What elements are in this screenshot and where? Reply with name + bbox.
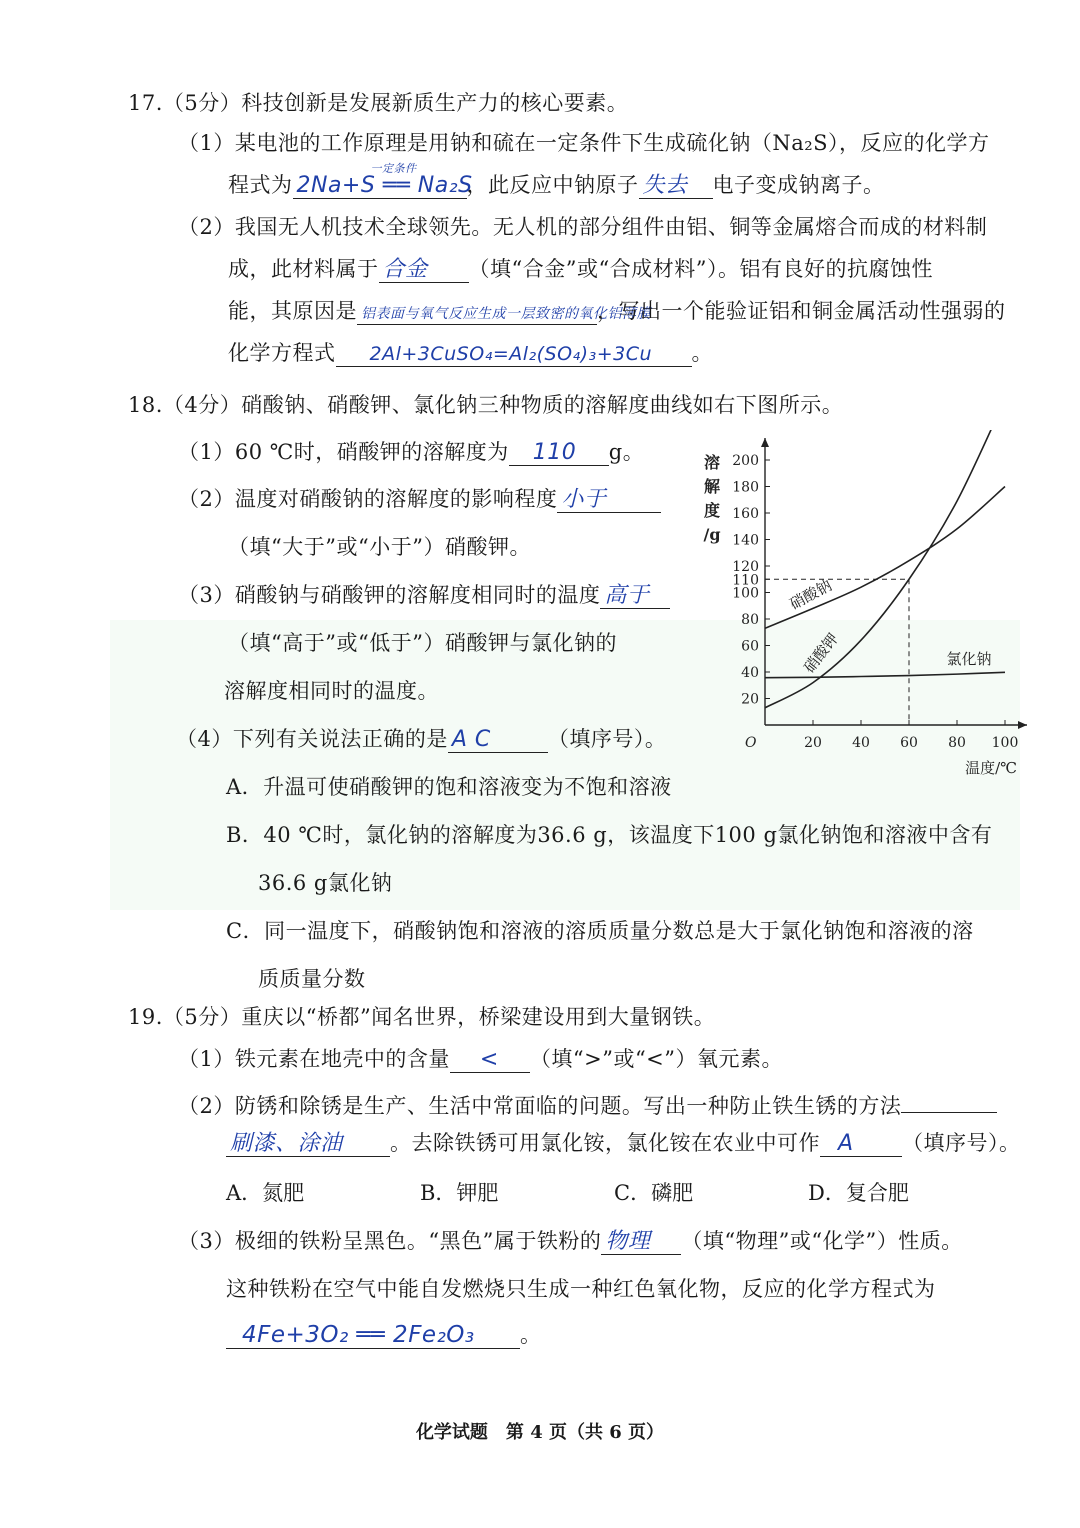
page-footer: 化学试题 第 4 页（共 6 页） bbox=[415, 1422, 665, 1443]
q17-p1-mid: ，此反应中钠原子 bbox=[466, 173, 639, 197]
q19-p3-c-post: 。 bbox=[520, 1323, 542, 1347]
q18-option-c-line2: 质质量分数 bbox=[258, 967, 366, 991]
q17-p2-line1: （2）我国无人机技术全球领先。无人机的部分组件由铝、铜等金属熔合而成的材料制 bbox=[178, 215, 988, 239]
q19-p2-line2 bbox=[226, 1128, 1021, 1158]
q19-answer-1 bbox=[450, 1046, 530, 1073]
q17-p2-d-pre: 化学方程式 bbox=[228, 341, 336, 365]
q19-p3 bbox=[178, 1226, 963, 1256]
q18-answer-2 bbox=[557, 486, 661, 513]
q18-option-c-line1: C．同一温度下，硝酸钠饱和溶液的溶质质量分数总是大于氯化钠饱和溶液的溶 bbox=[226, 919, 974, 943]
q17-answer-equation-text: 2Na+S ══ Na₂S bbox=[296, 173, 473, 198]
y-tick-label: 100 bbox=[732, 585, 759, 602]
q17-p2-c-pre: 能，其原因是 bbox=[228, 299, 357, 323]
q19-p2-a: （2）防锈和除锈是生产、生活中常面临的问题。写出一种防止铁生锈的方法 bbox=[178, 1094, 902, 1118]
q19-p3-b: 这种铁粉在空气中能自发燃烧只生成一种红色氧化物，反应的化学方程式为 bbox=[226, 1277, 936, 1301]
q19-answer-1-text: < bbox=[479, 1047, 499, 1072]
y-axis-label: /g bbox=[703, 525, 721, 544]
q18-p4-pre: （4）下列有关说法正确的是 bbox=[176, 727, 448, 751]
x-axis-label: 温度/℃ bbox=[965, 759, 1017, 777]
x-tick-label: 40 bbox=[852, 735, 870, 751]
q17-answer-condition: 一定条件 bbox=[370, 162, 417, 175]
x-tick-label: 60 bbox=[900, 735, 918, 751]
q18-option-b-line1: B．40 ℃时，氯化钠的溶解度为36.6 g，该温度下100 g氯化钠饱和溶液中含有 bbox=[226, 823, 993, 847]
q19-p3-post: （填“物理”或“化学”）性质。 bbox=[681, 1229, 963, 1253]
q18-p3-pre: （3）硝酸钠与硝酸钾的溶解度相同时的温度 bbox=[178, 583, 601, 607]
q17-p1-post: 电子变成钠离子。 bbox=[712, 173, 885, 197]
q19-p2-post: （填序号）。 bbox=[902, 1131, 1021, 1155]
q19-answer-2-text: 刷漆、涂油 bbox=[230, 1131, 343, 1156]
q19-p3-c bbox=[226, 1320, 542, 1350]
q19-option-a: A．氮肥 bbox=[226, 1181, 305, 1205]
y-tick-label: 60 bbox=[741, 638, 759, 655]
y-tick-label: 200 bbox=[732, 453, 759, 469]
y-tick-label: 120 bbox=[732, 559, 759, 575]
y-axis-arrow bbox=[761, 438, 769, 447]
q18-answer-3-text: 高于 bbox=[604, 583, 650, 608]
x-tick-label: 100 bbox=[991, 735, 1019, 751]
x-axis-arrow bbox=[1018, 721, 1027, 729]
q17-p1-pre: 程式为 bbox=[228, 173, 293, 197]
q17-answer-equation2-text: 2Al+3CuSO₄=Al₂(SO₄)₃+3Cu bbox=[369, 343, 653, 365]
y-tick-label: 180 bbox=[732, 479, 759, 496]
y-tick-label: 160 bbox=[732, 506, 759, 522]
q18-p3-b: （填“高于”或“低于”）硝酸钾与氯化钠的 bbox=[228, 631, 617, 655]
q17-answer-material bbox=[379, 256, 469, 283]
q19-answer-3-text: A bbox=[838, 1131, 854, 1156]
q19-answer-5 bbox=[226, 1322, 520, 1349]
q18-p1-pre: （1）60 ℃时，硝酸钾的溶解度为 bbox=[178, 440, 509, 464]
q18-p1 bbox=[178, 437, 644, 467]
q19-answer-4-text: 物理 bbox=[605, 1229, 651, 1254]
q17-p2-post: （填“合金”或“合成材料”）。铝有良好的抗腐蚀性 bbox=[468, 257, 933, 281]
y-tick-label: 110 bbox=[732, 572, 759, 589]
q19-option-c: C．磷肥 bbox=[614, 1181, 694, 1205]
q17-p2-line3 bbox=[228, 296, 1006, 326]
y-axis-label: 溶 bbox=[703, 453, 721, 472]
q18-head: 18.（4分）硝酸钠、硝酸钾、氯化钠三种物质的溶解度曲线如右下图所示。 bbox=[128, 393, 844, 417]
series-label-0: 硝酸钠 bbox=[786, 576, 835, 614]
y-tick-label: 80 bbox=[741, 612, 759, 628]
q18-p4-post: （填序号）。 bbox=[547, 727, 667, 751]
series-line-2 bbox=[765, 672, 1005, 677]
series-label-2: 氯化钠 bbox=[946, 650, 992, 669]
q19-p1 bbox=[178, 1044, 783, 1074]
q18-p2-b: （填“大于”或“小于”）硝酸钾。 bbox=[228, 535, 531, 559]
q18-answer-1-text: 110 bbox=[532, 440, 577, 465]
q17-p1-line2 bbox=[228, 162, 885, 200]
q19-p2-mid: 。去除铁锈可用氯化铵，氯化铵在农业中可作 bbox=[390, 1131, 820, 1155]
q17-p2-c-post: ，写出一个能验证铝和铜金属活动性强弱的 bbox=[597, 299, 1006, 323]
q17-p2-d-post: 。 bbox=[691, 341, 713, 365]
q19-answer-3 bbox=[820, 1130, 902, 1157]
q17-answer-electron-text: 失去 bbox=[642, 173, 688, 198]
x-tick-label: 20 bbox=[804, 735, 822, 751]
origin-label: O bbox=[745, 735, 757, 751]
q17-p2-pre: 成，此材料属于 bbox=[228, 257, 379, 281]
y-tick-label: 20 bbox=[741, 691, 759, 708]
q19-answer-5-text: 4Fe+3O₂ ══ 2Fe₂O₃ bbox=[242, 1322, 475, 1348]
y-tick-label: 40 bbox=[741, 665, 759, 681]
q19-head: 19.（5分）重庆以“桥都”闻名世界，桥梁建设用到大量钢铁。 bbox=[128, 1005, 716, 1029]
q17-answer-reason bbox=[357, 298, 651, 325]
y-tick-label: 140 bbox=[732, 532, 759, 549]
q18-option-a: A．升温可使硝酸钾的饱和溶液变为不饱和溶液 bbox=[226, 775, 672, 799]
q17-answer-material-text: 合金 bbox=[382, 257, 428, 282]
q17-p1-line1: （1）某电池的工作原理是用钠和硫在一定条件下生成硫化钠（Na₂S），反应的化学方 bbox=[178, 131, 990, 155]
q19-p3-pre: （3）极细的铁粉呈黑色。“黑色”属于铁粉的 bbox=[178, 1229, 602, 1253]
q17-p2-line4 bbox=[228, 338, 713, 368]
q19-p2-trailing-blank bbox=[901, 1086, 997, 1113]
q19-answer-4 bbox=[601, 1228, 681, 1255]
series-label-1: 硝酸钾 bbox=[800, 629, 843, 677]
q19-option-b: B．钾肥 bbox=[420, 1181, 499, 1205]
q18-p4 bbox=[176, 724, 666, 754]
q18-answer-2-text: 小于 bbox=[561, 487, 607, 512]
q18-option-b-line2: 36.6 g氯化钠 bbox=[258, 871, 393, 895]
solubility-chart bbox=[690, 430, 1050, 780]
y-axis-label: 解 bbox=[703, 477, 721, 496]
q18-p2-pre: （2）温度对硝酸钠的溶解度的影响程度 bbox=[178, 487, 558, 511]
q18-p2 bbox=[178, 484, 661, 514]
q18-answer-4 bbox=[448, 726, 548, 753]
q18-p3 bbox=[178, 580, 670, 610]
q18-p1-post: g。 bbox=[608, 440, 645, 464]
q19-p1-post: （填“>”或“<”）氧元素。 bbox=[529, 1047, 784, 1071]
q18-p3-c: 溶解度相同时的温度。 bbox=[224, 679, 439, 703]
q17-answer-electron bbox=[639, 172, 713, 199]
x-tick-label: 80 bbox=[948, 735, 966, 751]
y-axis-label: 度 bbox=[703, 501, 721, 520]
q18-answer-1 bbox=[509, 439, 609, 466]
q19-answer-2 bbox=[226, 1130, 390, 1157]
q19-p1-pre: （1）铁元素在地壳中的含量 bbox=[178, 1047, 450, 1071]
q17-answer-reason-text: 铝表面与氧气反应生成一层致密的氧化铝薄膜 bbox=[361, 306, 651, 322]
q17-answer-equation bbox=[293, 162, 473, 199]
q17-p2-line2 bbox=[228, 254, 933, 284]
q17-answer-equation2 bbox=[336, 340, 692, 367]
q18-answer-3 bbox=[600, 582, 670, 609]
q19-option-d: D．复合肥 bbox=[808, 1181, 909, 1205]
q19-p2-line1 bbox=[178, 1086, 997, 1121]
q18-answer-4-text: A C bbox=[451, 727, 491, 752]
q17-head: 17.（5分）科技创新是发展新质生产力的核心要素。 bbox=[128, 91, 629, 115]
